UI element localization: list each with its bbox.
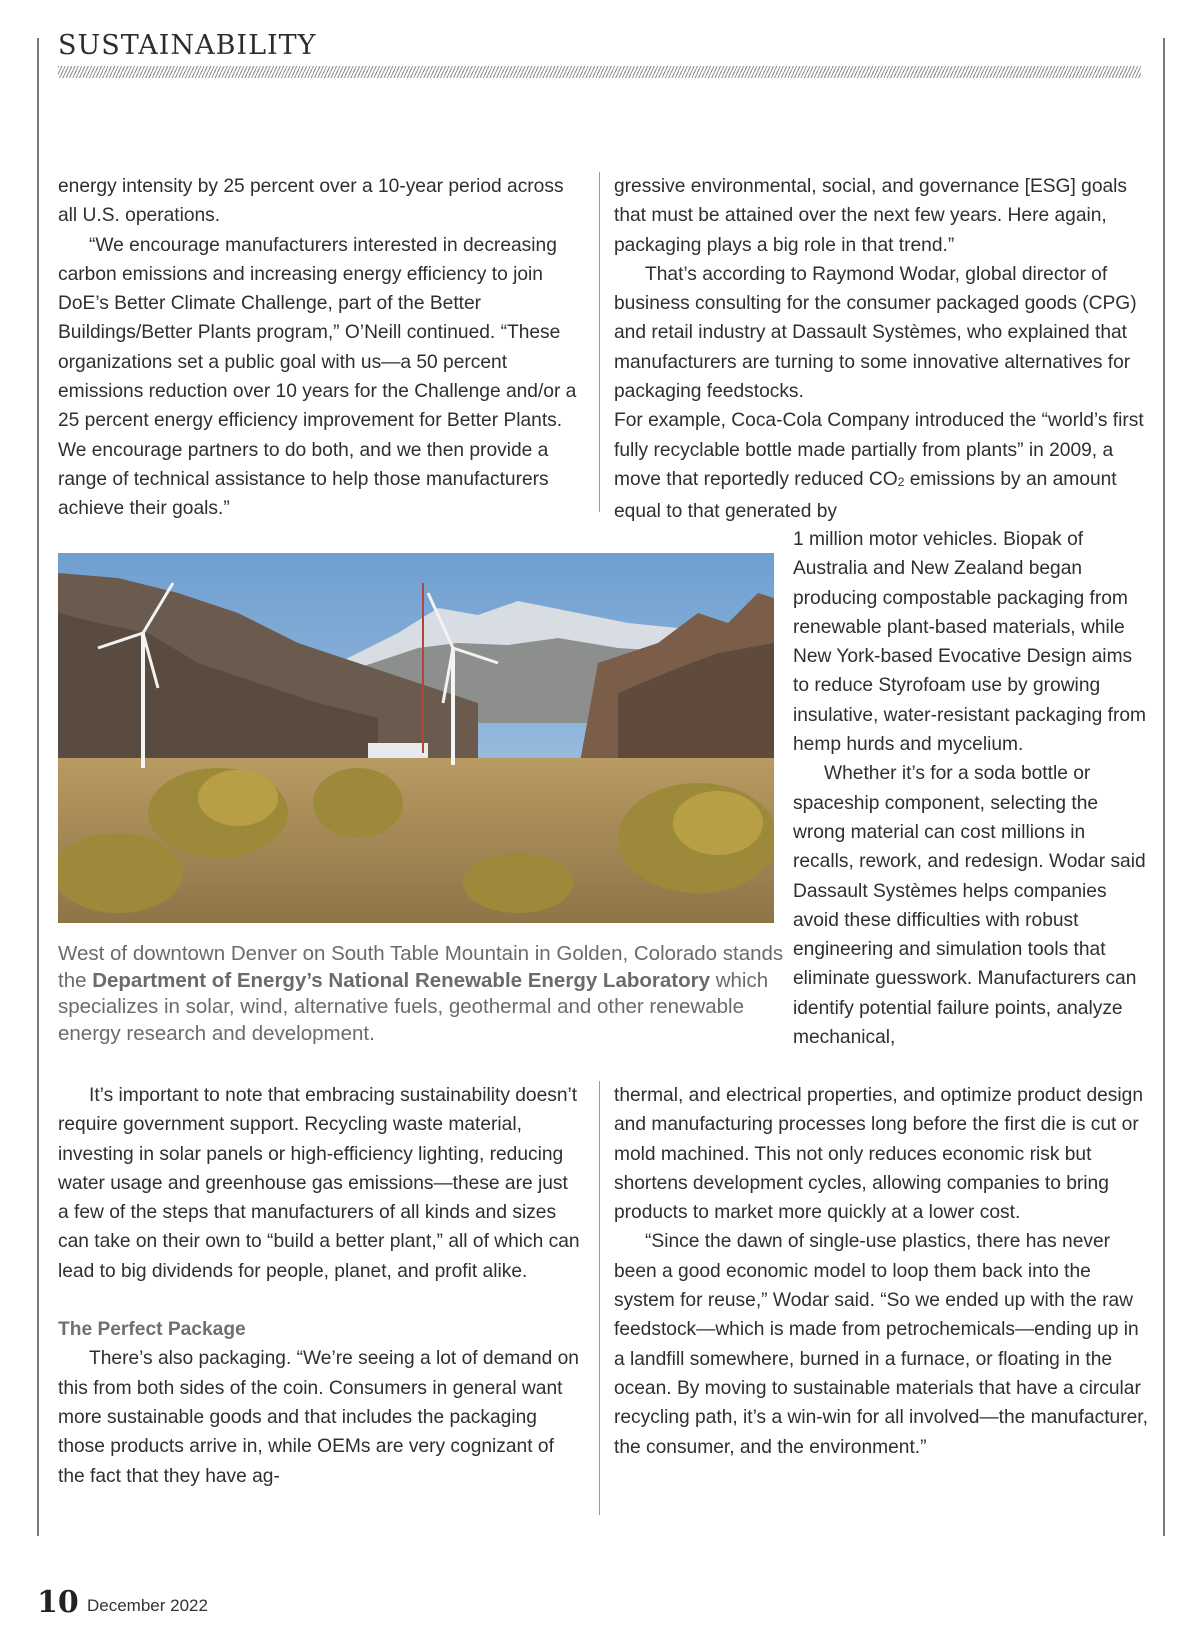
subscript: 2	[897, 474, 905, 489]
column-2-narrow	[793, 525, 1148, 1052]
column-1-top	[58, 172, 583, 524]
page-number: 10	[37, 1585, 79, 1620]
paragraph: That’s according to Raymond Wodar, global director of business consulting for the consumer packaged goods (CPG) and retail industry at Dassault Systèmes, who explained that manufacturers are turning to some innovative alternatives for packaging feedstocks.	[614, 263, 1137, 403]
photo-caption	[58, 941, 793, 1047]
photo-illustration	[58, 553, 774, 923]
paragraph: 1 million motor vehicles. Biopak of Australia and New Zealand began producing compostable packaging from renewable plant-based materials, while New York-based Evocative Design aims to reduce Styrofoam use by growing insulative, water-resistant packaging from hemp hurds and mycelium.	[793, 529, 1146, 756]
paragraph: thermal, and electrical properties, and optimize product design and manufacturing processes long before the first die is cut or mold machined. This not only reduces economic risk but shortens development cycles, allowing companies to bring products to market more quickly at a lower cost.	[614, 1085, 1144, 1224]
caption-bold-text: Department of Energy’s National Renewable Energy Laboratory	[92, 968, 711, 992]
text-span: emissions by an amount equal to that generated by	[614, 468, 1117, 523]
column-2-top	[614, 172, 1148, 527]
subheading: The Perfect Package	[58, 1319, 246, 1341]
paragraph: “We encourage manufacturers interested in decreasing carbon emissions and increasing energy efficiency to join DoE’s Better Climate Challenge, part of the Better Buildings/Better Plants program,” O’Neill continued. “These organizations set a public goal with us—a 50 percent emissions reduction over 10 years for the Challenge and/or a 25 percent energy efficiency improvement for Better Plants. We encourage partners to do both, and we then provide a range of technical assistance to help those manufacturers achieve their goals.”	[58, 234, 577, 520]
paragraph: energy intensity by 25 percent over a 10-year period across all U.S. operations.	[58, 176, 564, 227]
wind-turbines-mountains-photo	[58, 553, 774, 923]
paragraph: There’s also packaging. “We’re seeing a lot of demand on this from both sides of the coin. Consumers in general want more sustainable goods and that includes the packaging those products arrive in, while OEMs are very cognizant of the fact that they have ag-	[58, 1348, 579, 1487]
caption-text: West of downtown Denver on South Table Mountain in Golden, Colorado stands the	[58, 942, 784, 992]
column-divider-top	[599, 172, 600, 512]
paragraph	[614, 406, 1148, 526]
paragraph: gressive environmental, social, and governance [ESG] goals that must be attained over the next few years. Here again, packaging plays a big role in that trend.”	[614, 176, 1128, 256]
paragraph: It’s important to note that embracing sustainability doesn’t require government support. Recycling waste material, investing in solar panels or high-efficiency lighting, reducing water usage and greenhouse gas emissions—these are just a few of the steps that manufacturers of all kinds and sizes can take on their own to “build a better plant,” all of which can lead to big dividends for people, planet, and profit alike.	[58, 1085, 580, 1282]
text-span: For example, Coca-Cola Company introduced the “world’s first fully recyclable bottle made partially from plants” in 2009, a move that reportedly reduced CO	[614, 410, 1144, 490]
column-1-bottom	[58, 1081, 583, 1491]
paragraph: Whether it’s for a soda bottle or spaceship component, selecting the wrong material can cost millions in recalls, rework, and redesign. Wodar said Dassault Systèmes helps companies avoid these difficulties with robust engineering and simulation tools that eliminate guesswork. Manufacturers can identify potential failure points, analyze mechanical,	[793, 763, 1146, 1049]
column-divider-bottom	[599, 1081, 600, 1515]
paragraph: “Since the dawn of single-use plastics, there has never been a good economic model to loop them back into the system for reuse,” Wodar said. “So we ended up with the raw feedstock—which is made from petrochemicals—ending up in a landfill somewhere, burned in a furnace, or floating in the ocean. By moving to sustainable materials that have a circular recycling path, it’s a win-win for all involved—the manufacturer, the consumer, and the environment.”	[614, 1231, 1148, 1458]
section-title: SUSTAINABILITY	[58, 30, 317, 61]
header-hatch-rule	[58, 66, 1141, 78]
column-2-bottom	[614, 1081, 1148, 1462]
caption-text: which specializes in solar, wind, alternative fuels, geothermal and other renewable energy research and development.	[58, 968, 769, 1045]
issue-date: December 2022	[87, 1596, 208, 1615]
right-page-rule	[1163, 38, 1165, 1536]
left-page-rule	[37, 38, 39, 1536]
